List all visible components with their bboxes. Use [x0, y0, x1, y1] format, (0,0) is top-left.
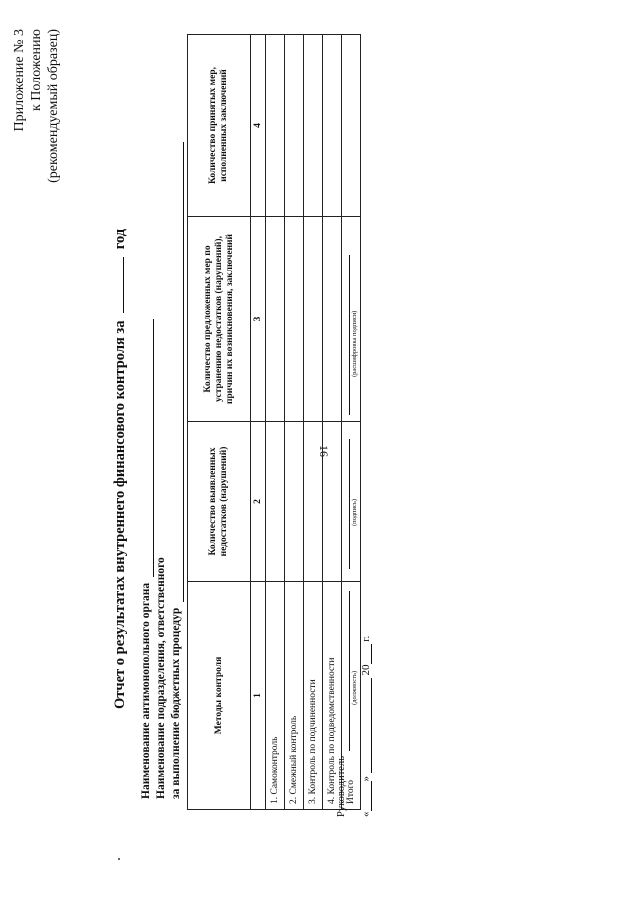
table-cell[interactable] — [323, 35, 342, 217]
table-cell[interactable] — [285, 35, 304, 217]
header-methods: Методы контроля — [188, 582, 251, 810]
rotated-document — [6, 19, 386, 859]
header-found: Количество выявленных недостатков (нарушений) — [188, 422, 251, 582]
row-label: 3. Контроль по подчиненности — [304, 582, 323, 810]
table-cell[interactable] — [304, 217, 323, 422]
department-label: Наименование подразделения, ответственного — [155, 557, 167, 799]
appendix-regulation: к Положению — [29, 29, 44, 112]
column-number: 2 — [251, 422, 266, 582]
column-number-row — [251, 35, 266, 810]
year-suffix: г. — [360, 635, 372, 642]
head-label: Руководитель — [336, 756, 347, 817]
date-close-quote: » — [360, 776, 372, 782]
row-label-total: Итого — [342, 582, 361, 810]
table-row — [285, 35, 304, 810]
month-blank — [361, 678, 372, 773]
table-cell[interactable] — [285, 422, 304, 582]
row-label: 2. Смежный контроль — [285, 582, 304, 810]
report-title-text: Отчет о результатах внутреннего финансового контроля за — [112, 320, 128, 709]
day-blank — [361, 782, 372, 812]
table-cell[interactable] — [266, 35, 285, 217]
header-proposed: Количество предложенных мер по устранению недостатков (нарушений), причин их возникновения, заключений — [188, 217, 251, 422]
appendix-number: Приложение № 3 — [12, 29, 27, 132]
table-row — [323, 35, 342, 810]
year-blank — [113, 257, 124, 313]
organization-label: Наименование антимонопольного органа — [140, 582, 152, 799]
appendix-block — [11, 29, 62, 183]
header-taken: Количество принятых мер, исполненных заключений — [188, 35, 251, 217]
department-row — [154, 142, 169, 799]
row-label: 4. Контроль по подведомственности — [323, 582, 342, 810]
column-number: 3 — [251, 217, 266, 422]
table-row — [304, 35, 323, 810]
date-open-quote: « — [360, 811, 372, 817]
date-row — [360, 636, 372, 817]
appendix-note: (рекомендуемый образец) — [46, 29, 61, 183]
department-blank — [172, 142, 184, 602]
page-number: 16 — [317, 445, 331, 457]
column-number: 1 — [251, 582, 266, 810]
signature-caption: (подпись) — [351, 499, 358, 526]
position-caption: (должность) — [351, 670, 358, 705]
row-label: 1. Самоконтроль — [266, 582, 285, 810]
department-label-2: за выполнение бюджетных процедур — [170, 607, 182, 799]
signature-line — [348, 439, 350, 569]
position-line — [348, 591, 350, 751]
organization-blank — [142, 319, 154, 577]
table-cell[interactable] — [323, 422, 342, 582]
year-prefix: 20 — [360, 664, 372, 676]
report-title — [112, 229, 129, 709]
table-row — [266, 35, 285, 810]
table-cell[interactable] — [285, 217, 304, 422]
table-cell[interactable] — [342, 35, 361, 217]
department-row-2 — [169, 142, 184, 799]
report-table — [187, 34, 361, 810]
organization-block — [139, 142, 184, 799]
table-cell[interactable] — [304, 422, 323, 582]
table-cell[interactable] — [266, 217, 285, 422]
table-cell[interactable] — [304, 35, 323, 217]
table-header-row — [188, 35, 251, 810]
year-end-blank — [361, 645, 372, 665]
decode-caption: (расшифровка подписи) — [351, 310, 358, 377]
organization-row — [139, 142, 154, 799]
table-cell[interactable] — [266, 422, 285, 582]
column-number: 4 — [251, 35, 266, 217]
decode-line — [348, 255, 350, 415]
table-cell[interactable] — [323, 217, 342, 422]
report-title-suffix: год — [112, 228, 128, 250]
